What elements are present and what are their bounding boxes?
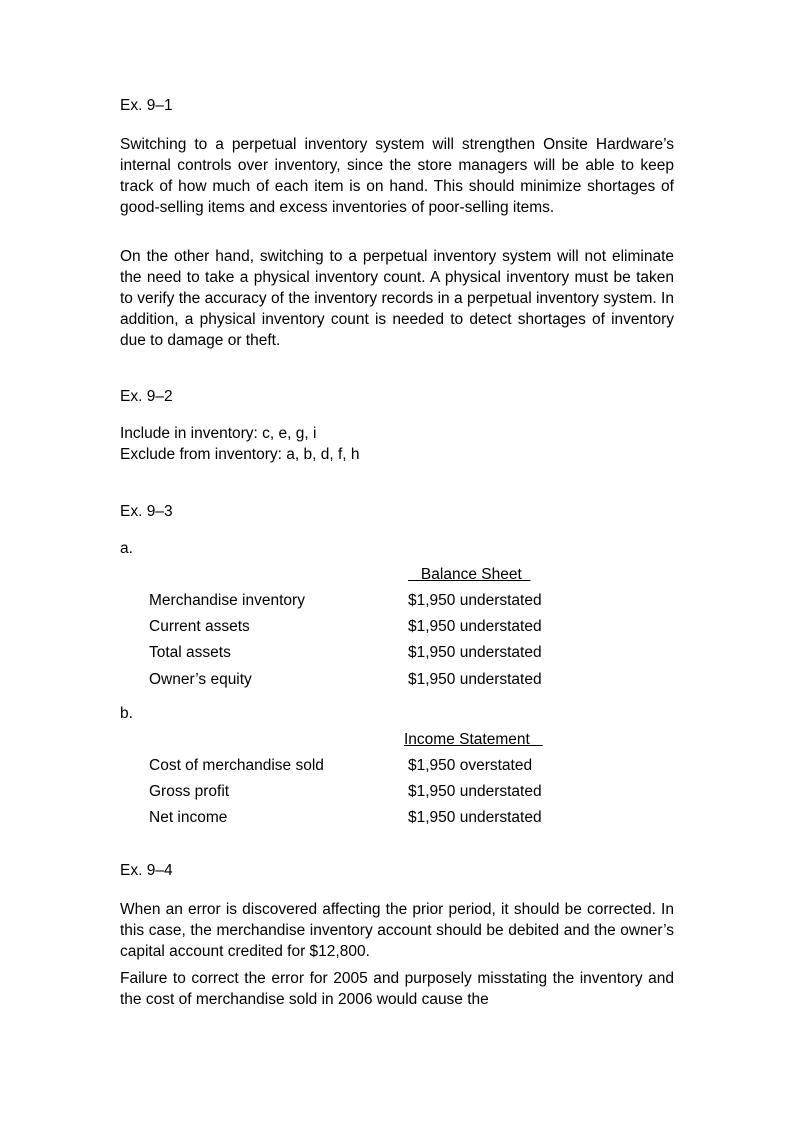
table-row-label: Owner’s equity xyxy=(149,671,252,688)
paragraph-physical-count: On the other hand, switching to a perpetual inventory system will not eliminate the need to take a physical inventory count. A physical inventory must be taken to verify the accuracy of the inventory records in a perpetual inventory system. In addition, a physical inventory count is needed to detect shortages of inventory due to damage or theft. xyxy=(120,248,674,349)
part-a-label: a. xyxy=(120,540,133,557)
paragraph-failure-to-correct: Failure to correct the error for 2005 and purposely misstating the inventory and the cost of merchandise sold in 2006 would cause the xyxy=(120,970,674,1008)
paragraph-error-correction: When an error is discovered affecting the prior period, it should be corrected. In this case, the merchandise inventory account should be debited and the owner’s capital account credited for $12,800. xyxy=(120,901,674,960)
paragraph-perpetual-controls: Switching to a perpetual inventory system will strengthen Onsite Hardware’s internal controls over inventory, since the store managers will be able to keep track of how much of each item is on hand. This should minimize shortages of good-selling items and excess inventories of poor-selling items. xyxy=(120,136,674,216)
table-row-value: $1,950 understated xyxy=(408,783,542,800)
exercise-heading-9-3: Ex. 9–3 xyxy=(120,503,173,520)
exercise-heading-9-4: Ex. 9–4 xyxy=(120,862,173,879)
table-row-label: Cost of merchandise sold xyxy=(149,757,324,774)
balance-sheet-column-header: Balance Sheet xyxy=(420,566,522,583)
include-inventory-line: Include in inventory: c, e, g, i xyxy=(120,425,317,442)
table-row-value: $1,950 overstated xyxy=(408,757,533,774)
income-statement-column-header: Income Statement xyxy=(404,731,530,748)
table-row-value: $1,950 understated xyxy=(408,671,542,688)
exercise-heading-9-1: Ex. 9–1 xyxy=(120,97,173,114)
table-row-value: $1,950 understated xyxy=(408,592,542,609)
part-b-label: b. xyxy=(120,705,133,722)
table-row-value: $1,950 understated xyxy=(408,618,542,635)
table-row-value: $1,950 understated xyxy=(408,809,542,826)
table-row-label: Total assets xyxy=(149,644,231,661)
table-row-label: Net income xyxy=(149,809,228,826)
exercise-heading-9-2: Ex. 9–2 xyxy=(120,388,173,405)
table-row-label: Merchandise inventory xyxy=(149,592,305,609)
table-row-label: Gross profit xyxy=(149,783,230,800)
table-row-value: $1,950 understated xyxy=(408,644,542,661)
exclude-inventory-line: Exclude from inventory: a, b, d, f, h xyxy=(120,446,360,463)
table-row-label: Current assets xyxy=(149,618,250,635)
